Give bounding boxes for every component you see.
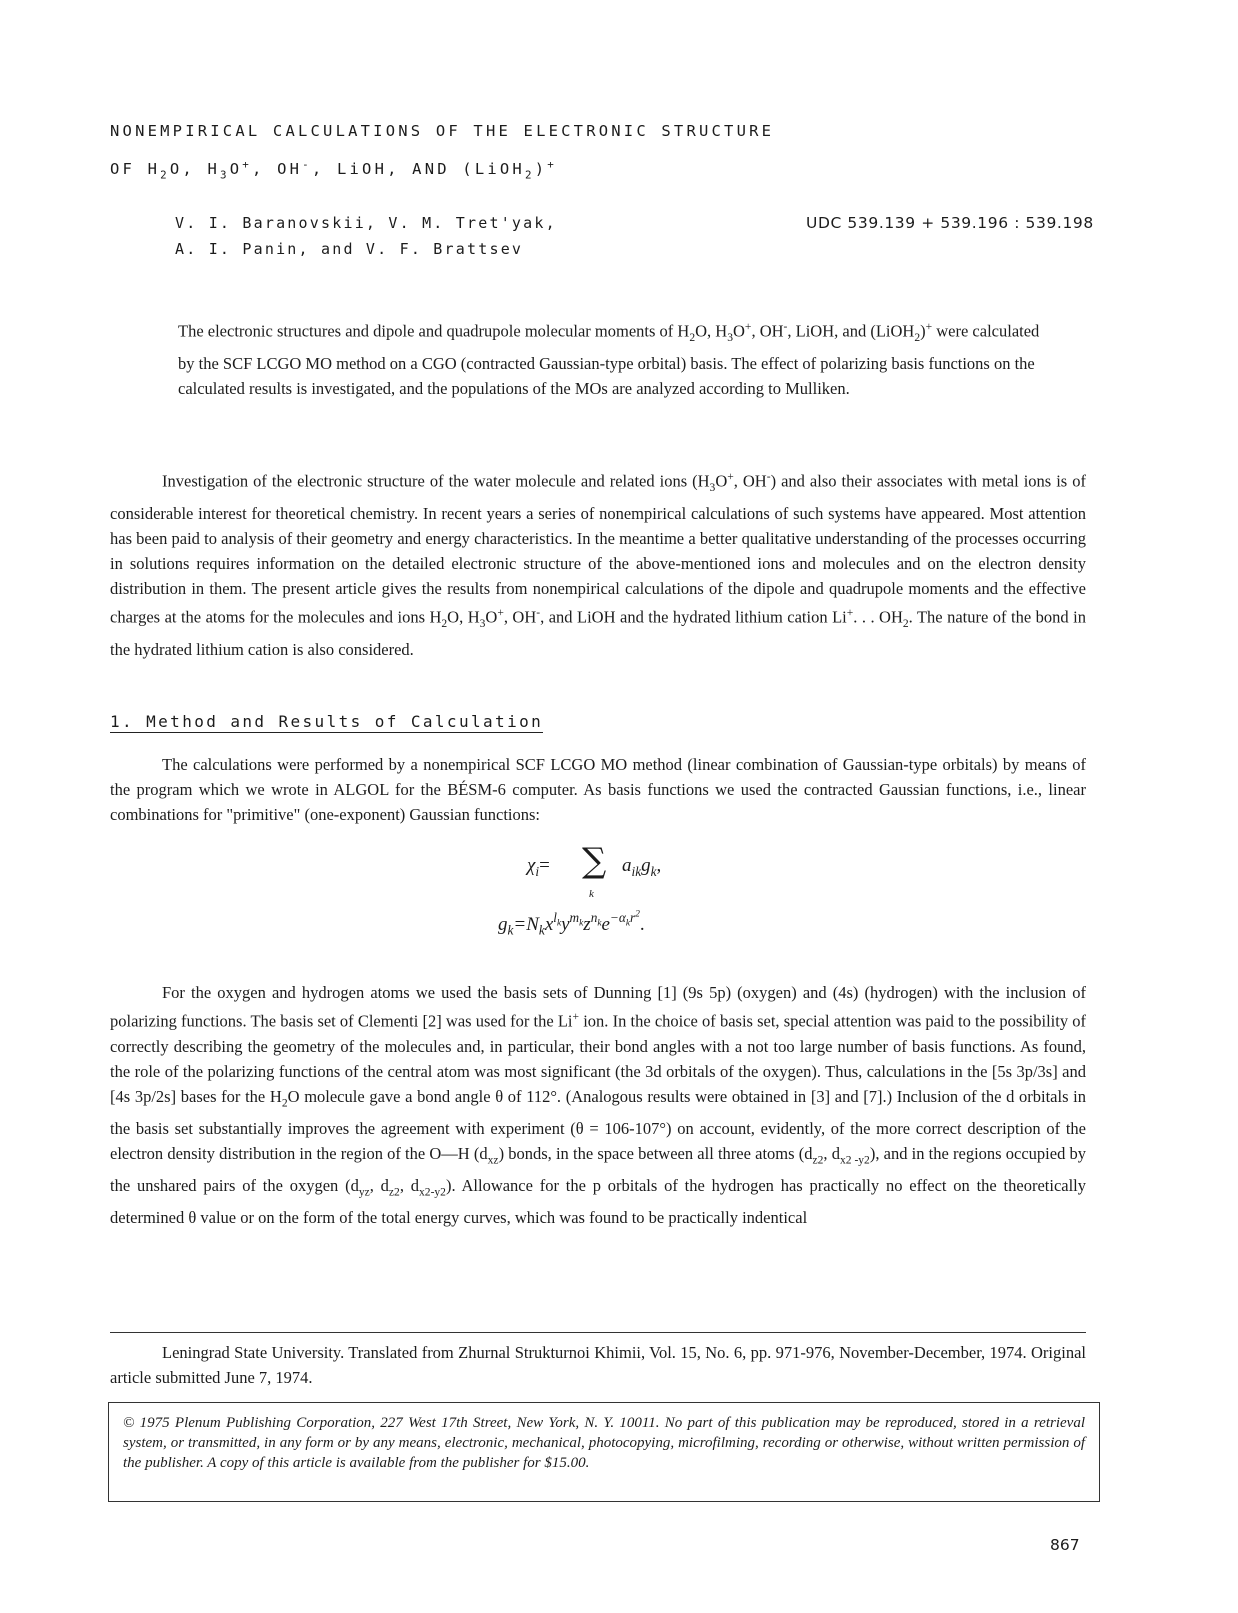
title-line-2: OF $H_2O$, $H_3O^+$, OH-, LiOH, AND (LiOH$_2$)+ [110, 158, 557, 182]
title-line-1: NONEMPIRICAL CALCULATIONS OF THE ELECTRONIC STRUCTURE [110, 122, 775, 140]
abstract: The electronic structures and dipole and quadrupole molecular moments of $H_2O$, $H_3O^+$, OH-, LiOH, and (LiOH$_2$)+ were calculated by the SCF LCGO MO method on a CGO (contracted Gaussian-type orbital) basis. The effect of polarizing basis functions on the calculated results is investigated, and the populations of the MOs are analyzed according to Mulliken. [178, 321, 1040, 398]
formula-gaussian: $g_k=N_kx^{l_k}y^{m_k}z^{n_k}e^{-\alpha_kr^2}$. [498, 910, 645, 938]
authors-line-2: A. I. Panin, and V. F. Brattsev [175, 240, 524, 258]
footer-divider [110, 1332, 1086, 1333]
intro-paragraph: Investigation of the electronic structure of the water molecule and related ions ($H_3O^+$, OH-) and also their associates with metal ions is of considerable interest for theoretical chemistry. In recent years a series of nonempirical calculations of such systems have appeared. Most attention has been paid to analysis of their geometry and energy characteristics. In the meantime a better qualitative understanding of the processes occurring in solutions requires information on the detailed electronic structure of the above-mentioned ions and molecules and on the electron density distribution in them. The present article gives the results from nonempirical calculations of the dipole and quadrupole moments and the effective charges at the atoms for the molecules and ions $H_2O$, $H_3O^+$, OH-, and LiOH and the hydrated lithium cation Li+. . . $OH_2$. The nature of the bond in the hydrated lithium cation is also considered. [110, 471, 1086, 659]
basis-paragraph: For the oxygen and hydrogen atoms we used the basis sets of Dunning [1] (9s 5p) (oxygen) and (4s) (hydrogen) with the inclusion of polarizing functions. The basis set of Clementi [2] was used for the Li+ ion. In the choice of basis set, special attention was paid to the possibility of correctly describing the geometry of the molecules and, in particular, their bond angles with a not too large number of basis functions. As found, the role of the polarizing functions of the central atom was most significant (the 3d orbitals of the oxygen). Thus, calculations in the [5s 3p/3s] and [4s 3p/2s] bases for the $H_2O$ molecule gave a bond angle θ of 112°. (Analogous results were obtained in [3] and [7].) Inclusion of the d orbitals in the basis set substantially improves the agreement with experiment (θ = 106-107°) on account, evidently, of the more correct description of the electron density distribution in the region of the O—H $(d_{xz})$ bonds, in the space between all three atoms ($d_{z2}$, $d_{x2 -y2}$), and in the regions occupied by the unshared pairs of the oxygen ($d_{yz}$, $d_{z2}$, $d_{x2-y2}$). Allowance for the p orbitals of the hydrogen has practically no effect on the theoretically determined θ value or on the form of the total energy curves, which was found to be practically indentical [110, 983, 1087, 1228]
copyright-box: © 1975 Plenum Publishing Corporation, 227 West 17th Street, New York, N. Y. 10011. No part of this publication may be reproduced, stored in a retrieval system, or transmitted, in any form or by any means, electronic, mechanical, photocopying, microfilming, recording or otherwise, without written permission of the publisher. A copy of this article is available from the publisher for $15.00. [108, 1402, 1100, 1502]
section-heading: 1. Method and Results of Calculation [110, 712, 544, 731]
sum-symbol: ∑ [582, 841, 607, 881]
authors-line-1: V. I. Baranovskii, V. M. Tret'yak, [175, 214, 557, 232]
formula-sum-term: $a_{ik}g_k$, [622, 855, 662, 879]
formula-chi: $\chi_i=$ [527, 855, 550, 879]
method-paragraph: The calculations were performed by a nonempirical SCF LCGO MO method (linear combination of Gaussian-type orbitals) by means of the program which we wrote in ALGOL for the BÉSM-6 computer. As basis functions we used the contracted Gaussian functions, i.e., linear combinations for "primitive" (one-exponent) Gaussian functions: [110, 755, 1086, 824]
page-number: 867 [1050, 1536, 1080, 1554]
footer-note: Leningrad State University. Translated from Zhurnal Strukturnoi Khimii, Vol. 15, No. 6, pp. 971-976, November-December, 1974. Original article submitted June 7, 1974. [110, 1343, 1086, 1387]
udc-code: UDC 539.139 + 539.196 : 539.198 [806, 214, 1094, 232]
sum-index: k [589, 888, 594, 900]
